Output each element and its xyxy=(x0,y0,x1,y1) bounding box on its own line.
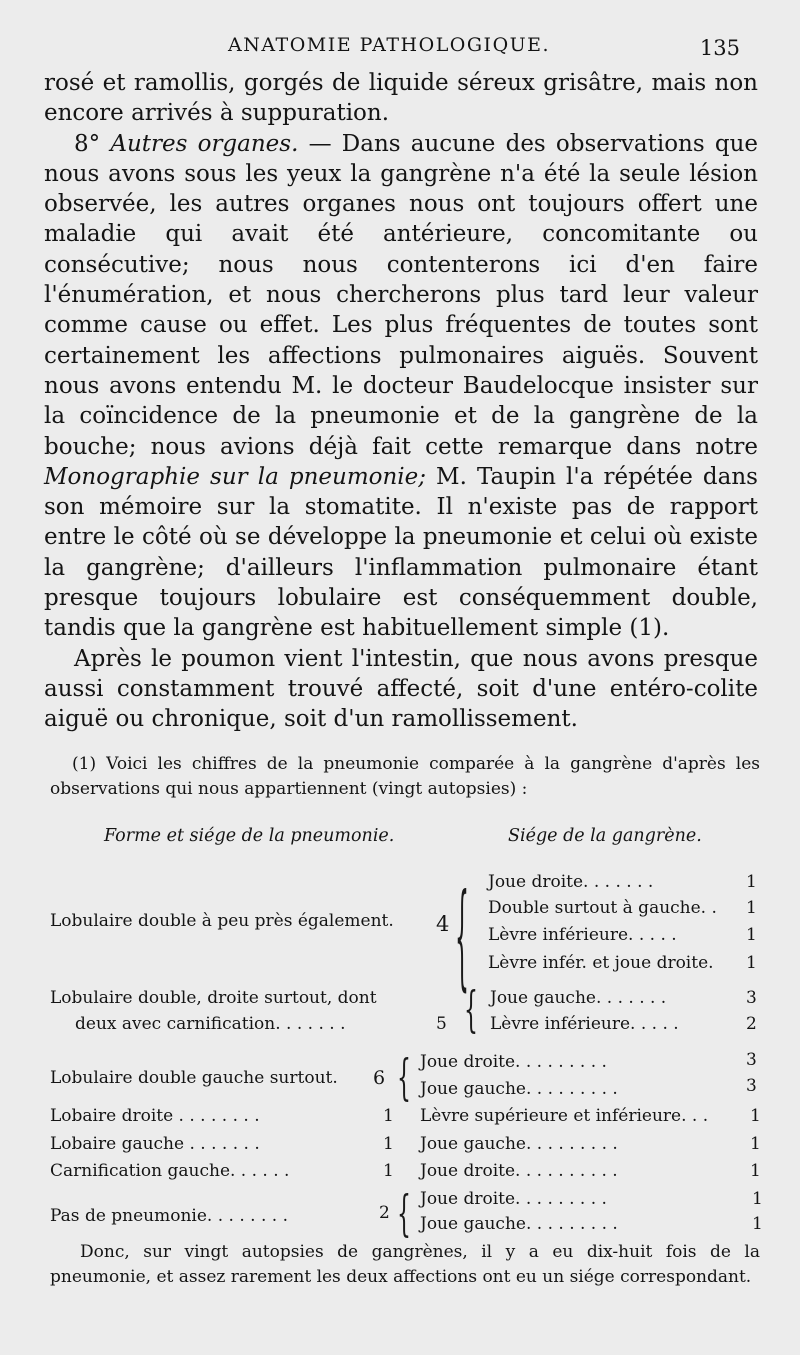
brace-icon: { xyxy=(464,984,478,1039)
gangrene-site: Joue gauche. . . . . . . . . xyxy=(420,1214,618,1234)
pneumonia-form: Lobaire gauche . . . . . . . xyxy=(50,1134,260,1154)
gangrene-site: Joue gauche. . . . . . . . . xyxy=(420,1134,618,1154)
gangrene-count: 3 xyxy=(746,988,757,1008)
pneumonia-form: Lobulaire double gauche surtout. xyxy=(50,1068,338,1088)
pneumonia-form: Lobulaire double à peu près également. xyxy=(50,911,394,931)
pneumonia-count: 2 xyxy=(379,1203,390,1223)
pneumonia-count: 1 xyxy=(383,1161,394,1181)
book-title: Monographie sur la pneumonie; xyxy=(44,463,426,490)
pneumonia-count: 1 xyxy=(383,1106,394,1126)
gangrene-site: Joue gauche. . . . . . . xyxy=(490,988,667,1008)
footnote-text: (1) Voici les chiffres de la pneumonie comparée à la gangrène d'après les observations qui nous appartiennent (vingt autopsies) : xyxy=(50,754,760,799)
pneumonia-count: 5 xyxy=(436,1014,447,1034)
gangrene-count: 2 xyxy=(746,1014,757,1034)
gangrene-site: Joue droite. . . . . . . xyxy=(488,872,654,892)
paragraph-intestine: Après le poumon vient l'intestin, que nous avons presque aussi constamment trouvé affecté, soit d'une entéro-colite aiguë ou chronique, soit d'un ramollissement. xyxy=(44,645,758,733)
brace-icon: { xyxy=(397,1188,411,1243)
running-head-title: ANATOMIE PATHOLOGIQUE. xyxy=(228,34,551,56)
pneumonia-form: Pas de pneumonie. . . . . . . . xyxy=(50,1206,288,1226)
gangrene-count: 1 xyxy=(750,1106,761,1126)
gangrene-site: Joue droite. . . . . . . . . xyxy=(420,1052,607,1072)
footnote-intro xyxy=(50,752,760,801)
pneumonia-form: Carnification gauche. . . . . . xyxy=(50,1161,290,1181)
section-number: 8° xyxy=(74,130,111,157)
gangrene-count: 1 xyxy=(746,925,757,945)
gangrene-site: Joue droite. . . . . . . . . xyxy=(420,1189,607,1209)
conclusion-text: Donc, sur vingt autopsies de gangrènes, il y a eu dix-huit fois de la pneumonie, et assez rarement les deux affections ont eu un siége correspondant. xyxy=(50,1242,760,1287)
gangrene-site: Double surtout à gauche. . xyxy=(488,898,717,918)
footnote-conclusion xyxy=(50,1240,760,1290)
paragraph-text: — Dans aucune des observations que nous avons sous les yeux la gangrène n'a été la seule lésion observée, les autres organes nous ont toujours offert une maladie qui avait été antérieure, concomitante ou consécutive; nous nous contenterons ici d'en faire l'énumération, et nous chercherons plus tard leur valeur comme cause ou effet. Les plus fréquentes de toutes sont certainement les affections pulmonaires aiguës. Souvent nous avons entendu M. le docteur Baudelocque insister sur la coïncidence de la pneumonie et de la gangrène de la bouche; nous avions déjà fait cette remarque dans notre xyxy=(44,130,759,460)
gangrene-count: 1 xyxy=(750,1161,761,1181)
gangrene-count: 3 xyxy=(746,1050,757,1070)
section-heading: Autres organes. xyxy=(110,130,299,157)
gangrene-count: 3 xyxy=(746,1076,757,1096)
gangrene-site: Joue droite. . . . . . . . . . xyxy=(420,1161,618,1181)
column-header-pneumonia: Forme et siége de la pneumonie. xyxy=(104,826,395,846)
pneumonia-form: Lobaire droite . . . . . . . . xyxy=(50,1106,260,1126)
gangrene-count: 1 xyxy=(746,898,757,918)
paragraph-text: M. Taupin l'a répétée dans son mémoire sur la stomatite. Il n'existe pas de rapport entre le côté où se développe la pneumonie et celui où existe la gangrène; d'ailleurs l'inflammation pulmonaire étant presque toujours lobulaire est conséquemment double, tandis que la gangrène est habituellement simple (1). xyxy=(44,463,758,642)
brace-icon: { xyxy=(455,876,469,1006)
gangrene-count: 1 xyxy=(752,1189,763,1209)
running-head xyxy=(0,34,800,64)
brace-icon: { xyxy=(397,1052,411,1107)
column-header-gangrene: Siége de la gangrène. xyxy=(508,826,702,846)
gangrene-site: Lèvre supérieure et inférieure. . . xyxy=(420,1106,709,1126)
gangrene-site: Lèvre inférieure. . . . . xyxy=(488,925,677,945)
pneumonia-count: 4 xyxy=(436,912,450,936)
pneumonia-count: 6 xyxy=(373,1067,386,1089)
gangrene-count: 1 xyxy=(750,1134,761,1154)
pneumonia-count: 1 xyxy=(383,1134,394,1154)
pneumonia-form-continued: deux avec carnification. . . . . . . xyxy=(75,1014,346,1034)
gangrene-count: 1 xyxy=(746,872,757,892)
gangrene-count: 1 xyxy=(746,953,757,973)
paragraph-other-organs xyxy=(44,129,758,644)
pneumonia-form: Lobulaire double, droite surtout, dont xyxy=(50,988,377,1008)
gangrene-site: Lèvre infér. et joue droite. xyxy=(488,953,714,973)
page-number: 135 xyxy=(699,36,740,60)
gangrene-site: Lèvre inférieure. . . . . xyxy=(490,1014,679,1034)
gangrene-site: Joue gauche. . . . . . . . . xyxy=(420,1079,618,1099)
paragraph-continuation: rosé et ramollis, gorgés de liquide séreux grisâtre, mais non encore arrivés à suppuration. xyxy=(44,70,758,127)
main-text xyxy=(44,68,758,735)
gangrene-count: 1 xyxy=(752,1214,763,1234)
